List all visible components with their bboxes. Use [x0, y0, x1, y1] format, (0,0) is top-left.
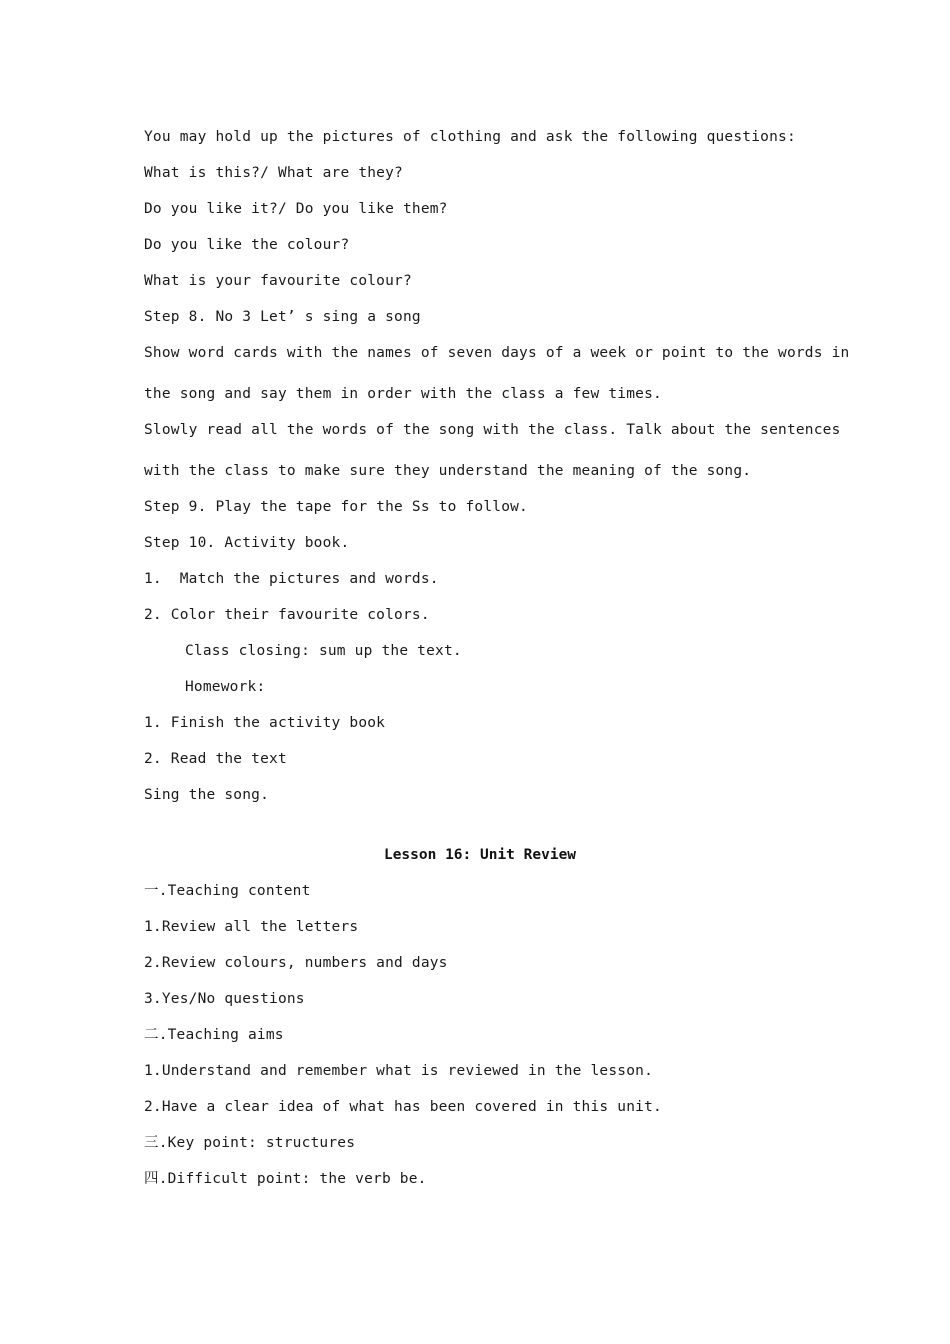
text-line: Do you like it?/ Do you like them?	[144, 201, 448, 217]
section-heading: 四.Difficult point: the verb be.	[144, 1171, 427, 1187]
list-item: 1. Finish the activity book	[144, 715, 386, 731]
list-item: 2.Review colours, numbers and days	[144, 955, 448, 971]
text-line: with the class to make sure they understand the meaning of the song.	[144, 463, 752, 479]
section-heading: 三.Key point: structures	[144, 1135, 356, 1151]
list-item: 1. Match the pictures and words.	[144, 571, 439, 587]
list-item: 2.Have a clear idea of what has been covered in this unit.	[144, 1099, 662, 1115]
text-line: Class closing: sum up the text.	[185, 643, 462, 659]
text-line: Do you like the colour?	[144, 237, 350, 253]
step-heading: Step 9. Play the tape for the Ss to follow.	[144, 499, 528, 515]
list-item: 1.Review all the letters	[144, 919, 359, 935]
text-line: Homework:	[185, 679, 266, 695]
text-line: Show word cards with the names of seven days of a week or point to the words in	[144, 345, 850, 361]
list-item: 3.Yes/No questions	[144, 991, 305, 1007]
list-item: 2. Color their favourite colors.	[144, 607, 430, 623]
text-line: Slowly read all the words of the song with the class. Talk about the sentences	[144, 422, 841, 438]
text-line: You may hold up the pictures of clothing and ask the following questions:	[144, 129, 796, 145]
text-line: What is this?/ What are they?	[144, 165, 403, 181]
step-heading: Step 8. No 3 Let’ s sing a song	[144, 309, 421, 325]
list-item: 1.Understand and remember what is reviewed in the lesson.	[144, 1063, 653, 1079]
list-item: 2. Read the text	[144, 751, 287, 767]
step-heading: Step 10. Activity book.	[144, 535, 350, 551]
section-heading: 一.Teaching content	[144, 883, 311, 899]
text-line: the song and say them in order with the class a few times.	[144, 386, 662, 402]
text-line: What is your favourite colour?	[144, 273, 412, 289]
text-line: Sing the song.	[144, 787, 270, 803]
lesson-title: Lesson 16: Unit Review	[383, 847, 577, 863]
section-heading: 二.Teaching aims	[144, 1027, 284, 1043]
